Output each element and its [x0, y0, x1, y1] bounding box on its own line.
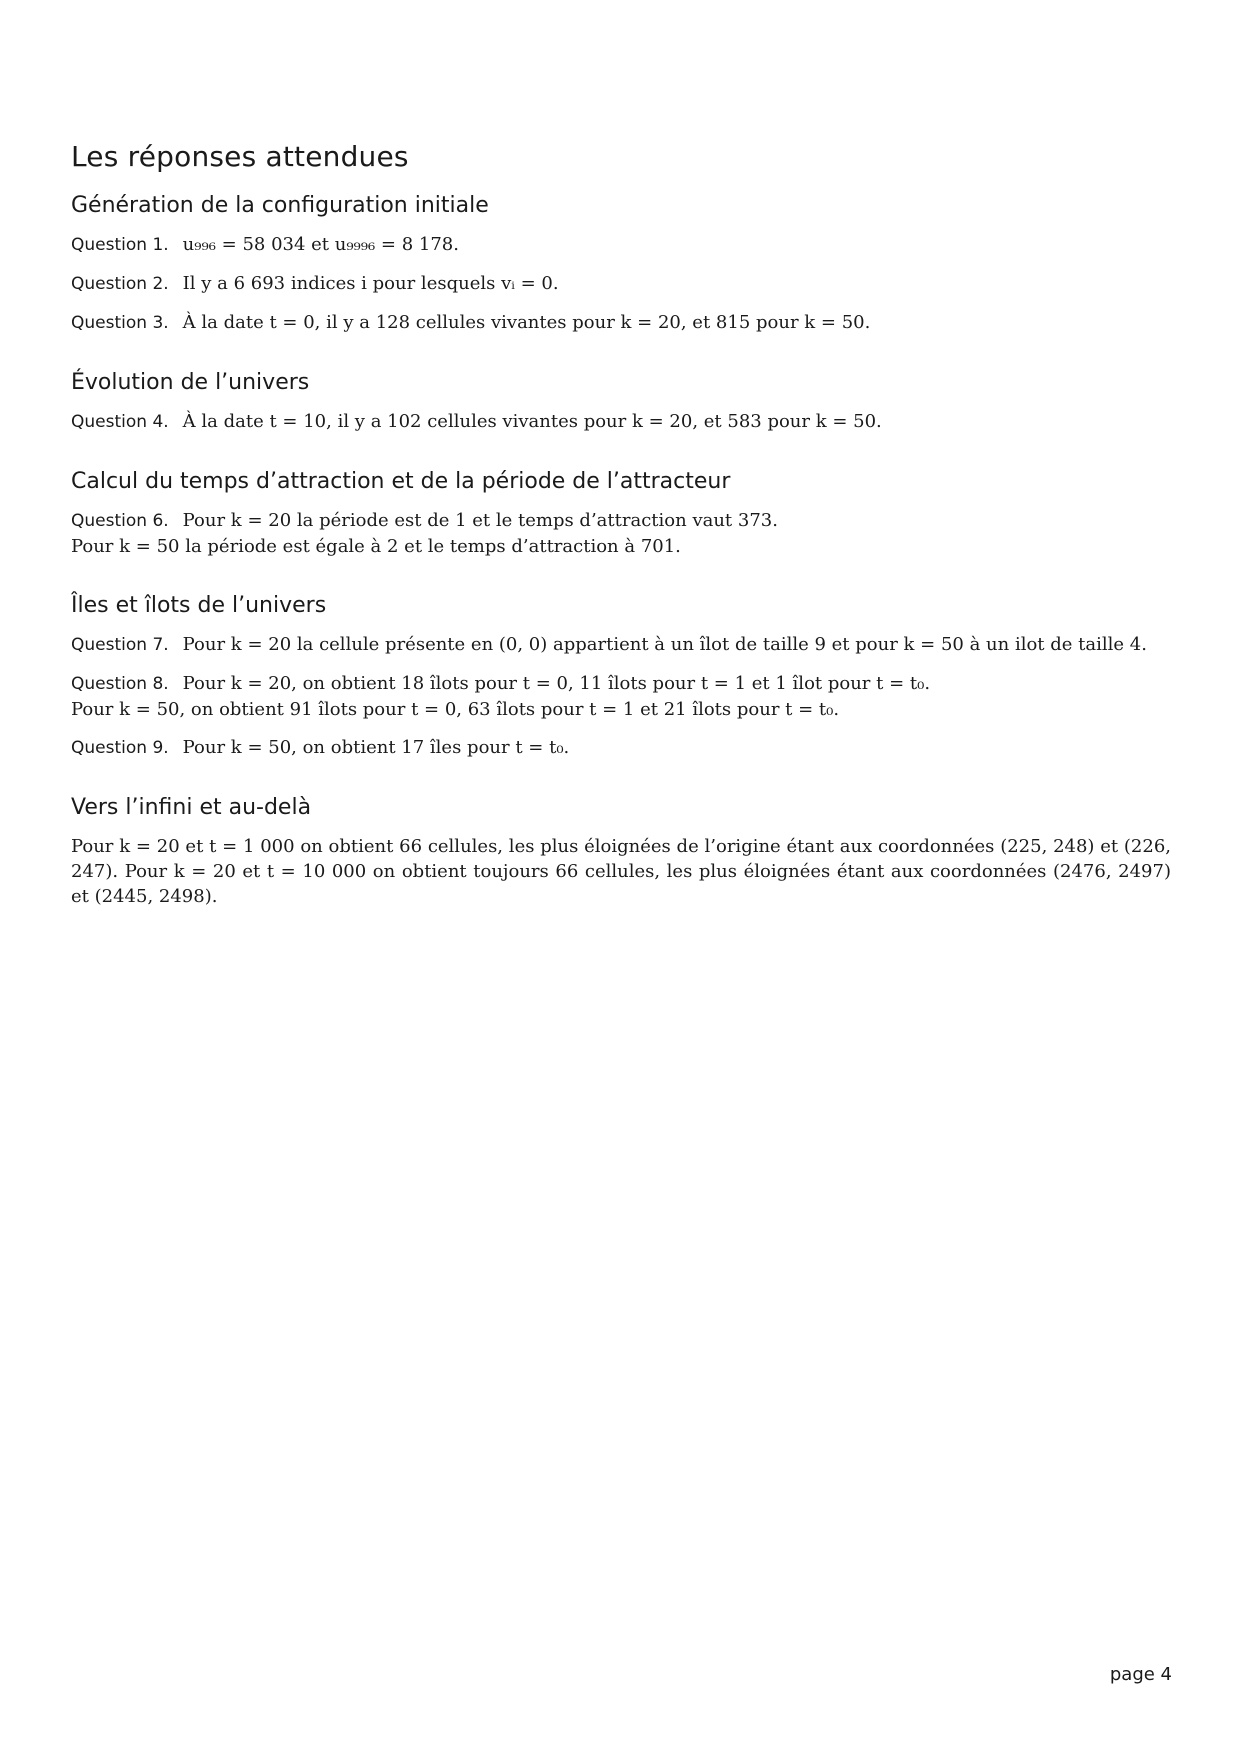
- question-label: Question 9.: [71, 738, 169, 758]
- answer-question-2: [71, 271, 1171, 297]
- section-heading-generation: Génération de la configuration initiale: [71, 193, 489, 218]
- page-title: Les réponses attendues: [71, 140, 409, 173]
- question-label: Question 4.: [71, 412, 169, 432]
- answer-text: À la date t = 0, il y a 128 cellules vivantes pour k = 20, et 815 pour k = 50.: [182, 312, 871, 333]
- section-heading-attraction: Calcul du temps d’attraction et de la période de l’attracteur: [71, 469, 731, 494]
- question-label: Question 2.: [71, 274, 169, 294]
- answer-question-6: [71, 508, 1171, 534]
- answer-text: Il y a 6 693 indices i pour lesquels vᵢ = 0.: [182, 273, 559, 294]
- answer-text: Pour k = 20 la cellule présente en (0, 0) appartient à un îlot de taille 9 et pour k = 50 à un ilot de taille 4.: [182, 634, 1147, 655]
- answer-question-7: [71, 632, 1171, 658]
- section-heading-infinity: Vers l’infini et au-delà: [71, 795, 312, 820]
- answer-text: Pour k = 50, on obtient 17 îles pour t = t₀.: [182, 737, 570, 758]
- section-heading-islands: Îles et îlots de l’univers: [71, 593, 327, 618]
- infinity-paragraph: Pour k = 20 et t = 1 000 on obtient 66 cellules, les plus éloignées de l’origine étant aux coordonnées (225, 248) et (226, 247). Pour k = 20 et t = 10 000 on obtient toujours 66 cellules, les plus éloignées étant aux coordonnées (2476, 2497) et (2445, 2498).: [71, 836, 1171, 907]
- page-number: page 4: [1109, 1664, 1172, 1685]
- question-label: Question 7.: [71, 635, 169, 655]
- answer-question-4: [71, 409, 1171, 435]
- question-label: Question 1.: [71, 235, 169, 255]
- section-heading-evolution: Évolution de l’univers: [71, 370, 310, 395]
- answer-question-8-continued: Pour k = 50, on obtient 91 îlots pour t = 0, 63 îlots pour t = 1 et 21 îlots pour t = t₀.: [71, 699, 840, 720]
- page-content: [71, 140, 1171, 909]
- question-label: Question 3.: [71, 313, 169, 333]
- question-label: Question 6.: [71, 511, 169, 531]
- answer-question-3: [71, 310, 1171, 336]
- answer-question-1: [71, 232, 1171, 258]
- answer-question-6-continued: Pour k = 50 la période est égale à 2 et le temps d’attraction à 701.: [71, 536, 681, 557]
- answer-question-9: [71, 735, 1171, 761]
- answer-text: u₉₉₆ = 58 034 et u₉₉₉₆ = 8 178.: [182, 234, 459, 255]
- answer-text: Pour k = 20, on obtient 18 îlots pour t = 0, 11 îlots pour t = 1 et 1 îlot pour t = t₀.: [182, 673, 931, 694]
- answer-question-8: [71, 671, 1171, 697]
- question-label: Question 8.: [71, 674, 169, 694]
- answer-text: À la date t = 10, il y a 102 cellules vivantes pour k = 20, et 583 pour k = 50.: [182, 411, 882, 432]
- answer-text: Pour k = 20 la période est de 1 et le temps d’attraction vaut 373.: [182, 510, 778, 531]
